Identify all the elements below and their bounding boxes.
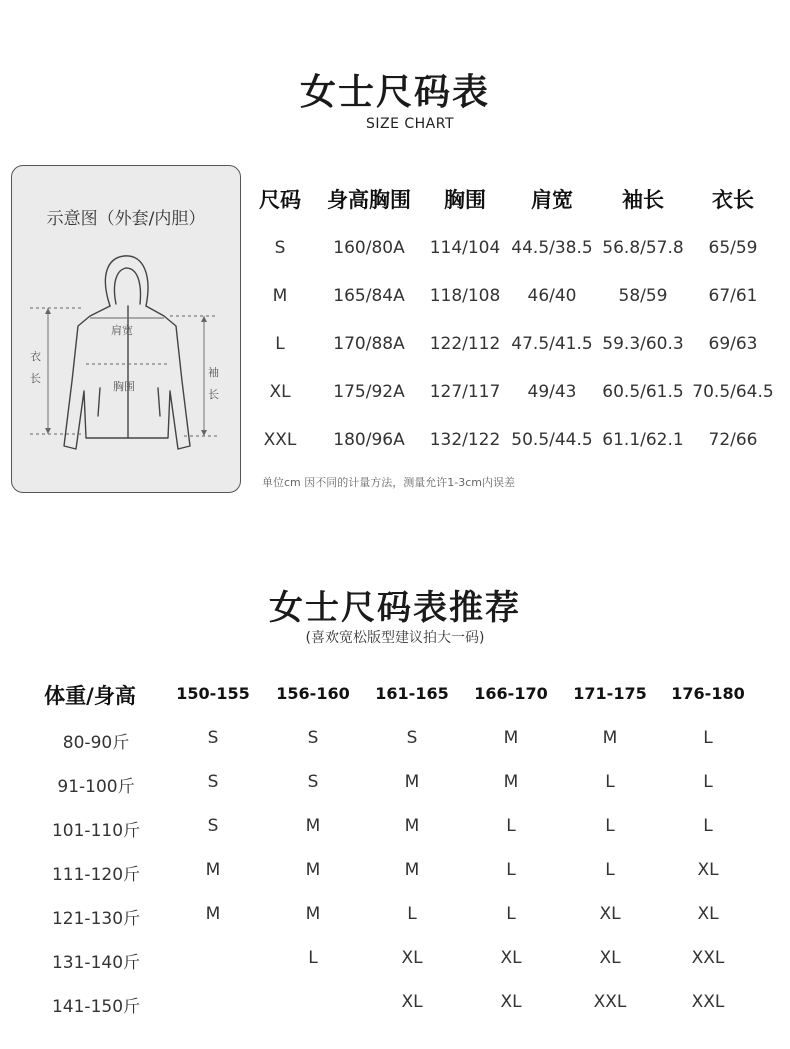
size-table-cell: 58/59: [618, 286, 668, 306]
size-table-cell: 70.5/64.5: [692, 382, 774, 402]
size-table-cell: 65/59: [708, 238, 758, 258]
recommend-size-cell: L: [407, 904, 417, 924]
recommend-size-cell: L: [605, 772, 615, 792]
recommend-size-cell: M: [305, 904, 321, 924]
recommend-size-cell: L: [506, 860, 516, 880]
size-table-cell: 160/80A: [333, 238, 405, 258]
recommend-size-cell: XXL: [691, 948, 725, 968]
size-table-cell: XXL: [263, 430, 297, 450]
size-table-header: 胸围: [444, 188, 486, 212]
size-chart-subtitle: SIZE CHART: [365, 116, 455, 132]
recommend-subtitle: (喜欢宽松版型建议拍大一码): [305, 630, 485, 646]
weight-label: 80-90斤: [62, 733, 130, 753]
size-table-cell: 46/40: [527, 286, 577, 306]
recommend-size-cell: L: [605, 816, 615, 836]
size-table-cell: 132/122: [429, 430, 501, 450]
size-table-cell: 170/88A: [333, 334, 405, 354]
recommend-size-cell: M: [205, 860, 221, 880]
recommend-size-cell: S: [207, 816, 219, 836]
height-header: 161-165: [375, 684, 449, 703]
height-header: 166-170: [474, 684, 548, 703]
recommend-size-cell: L: [703, 816, 713, 836]
height-header: 176-180: [671, 684, 745, 703]
diagram-caption: 示意图（外套/内胆）: [46, 209, 206, 229]
recommend-size-cell: XL: [697, 904, 719, 924]
recommend-size-cell: XL: [500, 992, 522, 1012]
size-table-cell: 72/66: [708, 430, 758, 450]
weight-label: 91-100斤: [57, 777, 135, 797]
shoulder-label: 肩宽: [111, 324, 133, 337]
size-table-cell: 60.5/61.5: [602, 382, 684, 402]
jacket-diagram: [11, 165, 241, 493]
size-table-header: 尺码: [259, 188, 301, 212]
recommend-size-cell: S: [207, 772, 219, 792]
recommend-size-cell: L: [703, 728, 713, 748]
weight-label: 111-120斤: [51, 865, 141, 885]
size-table-header: 衣长: [712, 188, 754, 212]
size-table-cell: 118/108: [429, 286, 501, 306]
size-table-cell: 56.8/57.8: [602, 238, 684, 258]
recommend-size-cell: XXL: [691, 992, 725, 1012]
length-label: 衣长: [30, 350, 41, 385]
recommend-size-cell: XL: [599, 904, 621, 924]
size-table-header: 袖长: [622, 188, 664, 212]
recommend-size-cell: L: [308, 948, 318, 968]
recommend-size-cell: M: [503, 772, 519, 792]
recommend-size-cell: M: [404, 860, 420, 880]
recommend-title: 女士尺码表推荐: [269, 588, 521, 628]
recommend-size-cell: XXL: [593, 992, 627, 1012]
size-table-cell: 50.5/44.5: [511, 430, 593, 450]
measurement-note: 单位cm 因不同的计量方法，测量允许1-3cm内误差: [262, 476, 515, 489]
size-table-header: 肩宽: [531, 188, 573, 212]
recommend-size-cell: L: [506, 816, 516, 836]
recommend-size-cell: M: [602, 728, 618, 748]
recommend-size-cell: S: [307, 772, 319, 792]
recommend-size-cell: L: [703, 772, 713, 792]
sleeve-label: 袖长: [208, 366, 219, 401]
recommend-size-cell: S: [207, 728, 219, 748]
weight-label: 141-150斤: [51, 997, 141, 1017]
recommend-size-cell: M: [503, 728, 519, 748]
size-table-cell: 122/112: [429, 334, 501, 354]
height-header: 171-175: [573, 684, 647, 703]
size-table-cell: M: [272, 286, 288, 306]
recommend-size-cell: XL: [401, 948, 423, 968]
size-table-header: 身高胸围: [327, 188, 411, 212]
weight-label: 101-110斤: [51, 821, 141, 841]
size-table-cell: 61.1/62.1: [602, 430, 684, 450]
size-table-cell: 180/96A: [333, 430, 405, 450]
recommend-size-cell: M: [305, 816, 321, 836]
recommend-size-cell: M: [305, 860, 321, 880]
height-header: 156-160: [276, 684, 350, 703]
recommend-size-cell: M: [404, 772, 420, 792]
recommend-size-cell: XL: [599, 948, 621, 968]
recommend-size-cell: S: [307, 728, 319, 748]
chest-label: 胸围: [113, 380, 135, 393]
recommend-size-cell: S: [406, 728, 418, 748]
size-table-cell: 49/43: [527, 382, 577, 402]
size-table-cell: 127/117: [429, 382, 501, 402]
recommend-size-cell: L: [506, 904, 516, 924]
size-table-cell: 44.5/38.5: [511, 238, 593, 258]
recommend-size-cell: XL: [401, 992, 423, 1012]
size-table-cell: XL: [269, 382, 291, 402]
size-table-cell: S: [274, 238, 286, 258]
recommend-size-cell: XL: [697, 860, 719, 880]
recommend-size-cell: M: [404, 816, 420, 836]
size-table-cell: 175/92A: [333, 382, 405, 402]
size-table-cell: 69/63: [708, 334, 758, 354]
size-chart-title: 女士尺码表: [299, 72, 490, 113]
size-table-cell: L: [275, 334, 285, 354]
weight-label: 131-140斤: [51, 953, 141, 973]
size-table-cell: 114/104: [429, 238, 501, 258]
recommend-size-cell: XL: [500, 948, 522, 968]
size-table-cell: 47.5/41.5: [511, 334, 593, 354]
weight-label: 121-130斤: [51, 909, 141, 929]
size-table-cell: 59.3/60.3: [602, 334, 684, 354]
recommend-corner-header: 体重/身高: [44, 684, 136, 708]
height-header: 150-155: [176, 684, 250, 703]
recommend-size-cell: L: [605, 860, 615, 880]
size-table-cell: 67/61: [708, 286, 758, 306]
recommend-size-cell: M: [205, 904, 221, 924]
size-table-cell: 165/84A: [333, 286, 405, 306]
